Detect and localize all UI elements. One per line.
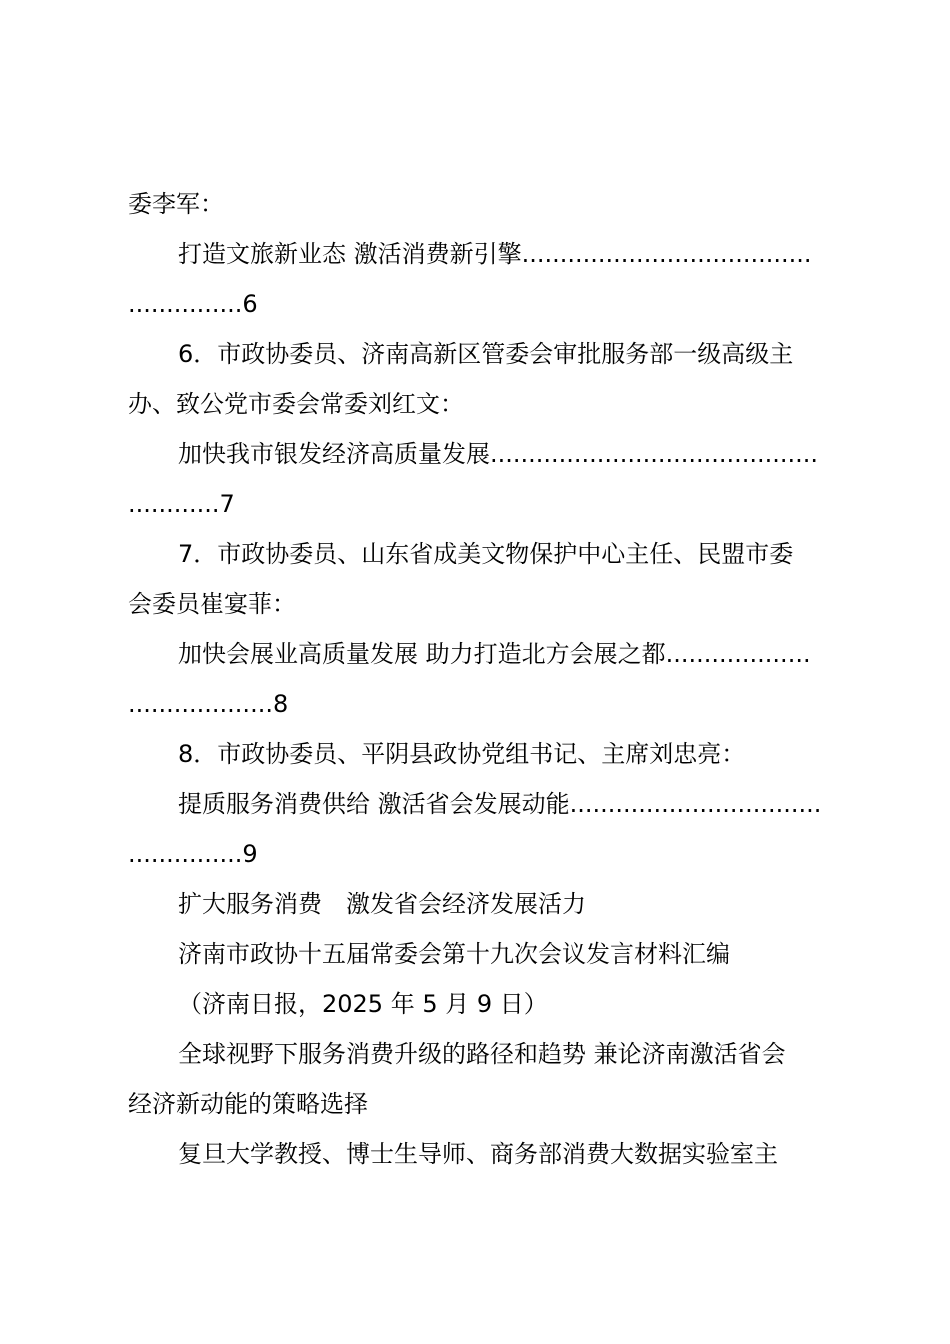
toc-entry-title: 加快会展业高质量发展 助力打造北方会展之都................... [178, 640, 811, 668]
article-source: （济南日报，2025 年 5 月 9 日） [178, 990, 548, 1018]
article-heading: 扩大服务消费 激发省会经济发展活力 [178, 890, 586, 918]
toc-author: 7．市政协委员、山东省成美文物保护中心主任、民盟市委 [178, 540, 794, 568]
toc-author: 6．市政协委员、济南高新区管委会审批服务部一级高级主 [178, 340, 794, 368]
toc-entry-title: 打造文旅新业态 激活消费新引擎...................................... [178, 240, 812, 268]
toc-entry-title: 提质服务消费供给 激活省会发展动能................................. [178, 790, 822, 818]
toc-page-number: ...............9 [128, 840, 258, 868]
toc-page-number: ............7 [128, 490, 235, 518]
article-section-title-continuation: 经济新动能的策略选择 [128, 1090, 368, 1118]
toc-author-continuation: 会委员崔宴菲： [128, 590, 296, 618]
article-author: 复旦大学教授、博士生导师、商务部消费大数据实验室主 [178, 1140, 778, 1168]
toc-page-number: ...................8 [128, 690, 289, 718]
toc-author-continuation: 委李军： [128, 190, 224, 218]
toc-author: 8．市政协委员、平阴县政协党组书记、主席刘忠亮： [178, 740, 746, 768]
article-section-title: 全球视野下服务消费升级的路径和趋势 兼论济南激活省会 [178, 1040, 786, 1068]
toc-entry-title: 加快我市银发经济高质量发展........................................... [178, 440, 819, 468]
toc-page-number: ...............6 [128, 290, 258, 318]
toc-author-continuation: 办、致公党市委会常委刘红文： [128, 390, 464, 418]
article-subheading: 济南市政协十五届常委会第十九次会议发言材料汇编 [178, 940, 730, 968]
